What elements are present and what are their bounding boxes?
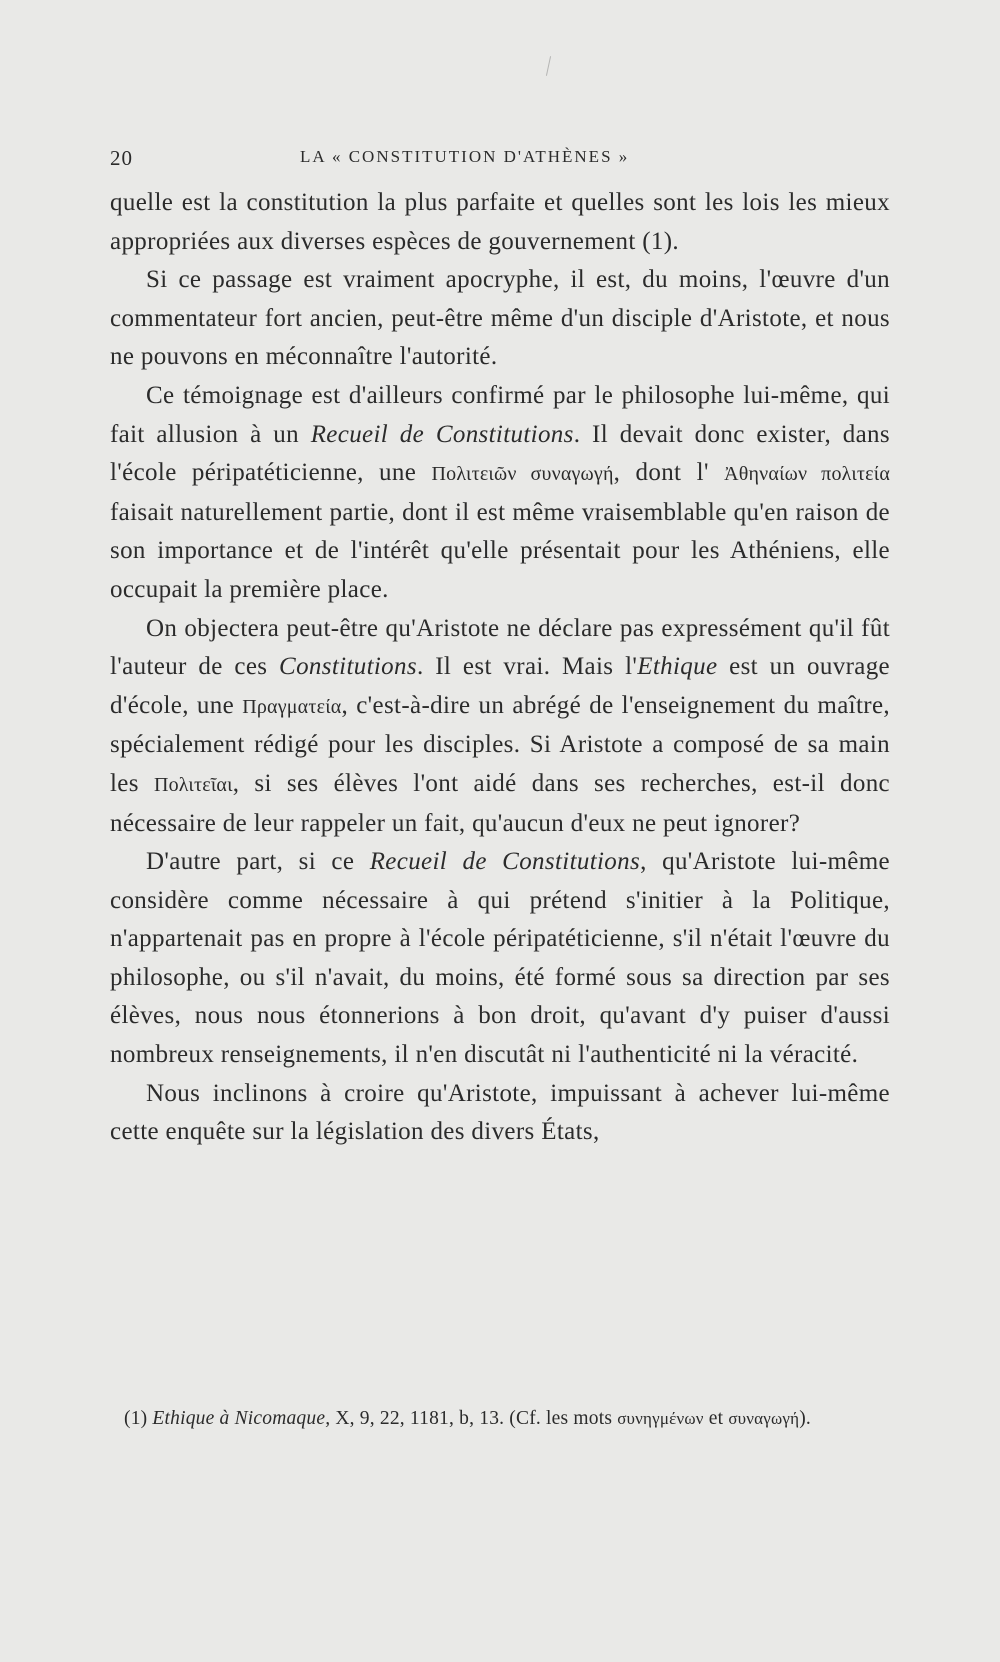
text-segment: est un ouvrage d'école, une — [110, 653, 890, 719]
text-segment: . Il devait donc exister, dans l'école péripatéticienne, une — [110, 420, 890, 487]
footnote-citation: Ethique à Nicomaque, — [152, 1408, 331, 1429]
greek-phrase: συνηγμένων — [617, 1409, 704, 1428]
greek-phrase: Πολιτεῖαι — [153, 773, 233, 796]
pencil-mark — [546, 56, 551, 76]
paragraph-6 — [110, 1075, 890, 1152]
text-segment: Ce témoignage est d'ailleurs confirmé par le philosophe lui-même, qui fait allusion à un — [110, 381, 890, 448]
paragraph-2 — [110, 261, 890, 377]
text-segment: D'autre part, si ce — [146, 848, 370, 876]
footnote — [124, 1403, 896, 1434]
paragraph-5 — [110, 843, 890, 1075]
text-segment: . Il est vrai. Mais l' — [416, 653, 638, 681]
footnote-text: ). — [799, 1408, 811, 1429]
text-segment: Si ce passage est vraiment apocryphe, il est, du moins, l'œuvre d'un commentateur fort ancien, peut-être même d'un disciple d'Aristote, et nous ne pouvons en méconnaître l'autorité. — [110, 266, 890, 371]
text-segment: faisait naturellement partie, dont il est même vraisemblable qu'en raison de son importance et de l'intérêt qu'elle présentait pour les Athéniens, elle occupait la première place. — [110, 498, 890, 603]
greek-phrase: Πραγματεία — [242, 695, 342, 718]
main-text — [110, 184, 890, 1152]
text-segment: Nous inclinons à croire qu'Aristote, impuissant à achever lui-même cette enquête sur la législation des divers États, — [110, 1079, 890, 1146]
italic-title: Constitutions — [279, 653, 417, 681]
footnote-marker: (1) — [124, 1408, 153, 1429]
text-segment: quelle est la constitution la plus parfaite et quelles sont les lois les mieux appropriées aux diverses espèces de gouvernement (1). — [110, 189, 890, 255]
greek-phrase: Ἀθηναίων πολιτεία — [724, 463, 891, 486]
text-segment: , dont l' — [613, 459, 725, 487]
paragraph-4 — [110, 610, 890, 844]
footnote-text: et — [703, 1408, 729, 1429]
paragraph-1 — [110, 184, 890, 261]
page-header — [110, 146, 880, 170]
text-segment: , si ses élèves l'ont aidé dans ses recherches, est-il donc nécessaire de leur rappeler un fait, qu'aucun d'eux ne peut ignorer? — [110, 769, 891, 837]
text-segment: , c'est-à-dire un abrégé de l'enseignement du maître, spécialement rédigé pour les disciples. Si Aristote a composé de sa main les — [110, 691, 890, 797]
running-title: LA « CONSTITUTION D'ATHÈNES » — [300, 147, 630, 166]
italic-title: Recueil de Constitutions — [369, 848, 641, 876]
italic-title: Recueil de Constitutions — [310, 420, 574, 448]
greek-phrase: Πολιτειῶν συναγωγή — [431, 463, 614, 486]
page-number: 20 — [110, 146, 133, 170]
greek-phrase: συναγωγή — [728, 1409, 800, 1428]
italic-title: Ethique — [637, 653, 718, 681]
text-segment: On objectera peut-être qu'Aristote ne déclare pas expressément qu'il fût l'auteur de ces — [110, 614, 890, 681]
paragraph-3 — [110, 377, 890, 610]
footnote-text: X, 9, 22, 1181, b, 13. (Cf. les mots — [330, 1408, 618, 1429]
text-segment: , qu'Aristote lui-même considère comme nécessaire à qui prétend s'initier à la Politique, n'appartenait pas en propre à l'école péripatéticienne, s'il n'était l'œuvre du philosophe, ou s'il n'avait, du moins, été formé sous sa direction par ses élèves, nous nous étonnerions à bon droit, qu'avant d'y puiser d'aussi nombreux renseignements, il n'en discutât ni l'authenticité ni la véracité. — [110, 848, 890, 1069]
